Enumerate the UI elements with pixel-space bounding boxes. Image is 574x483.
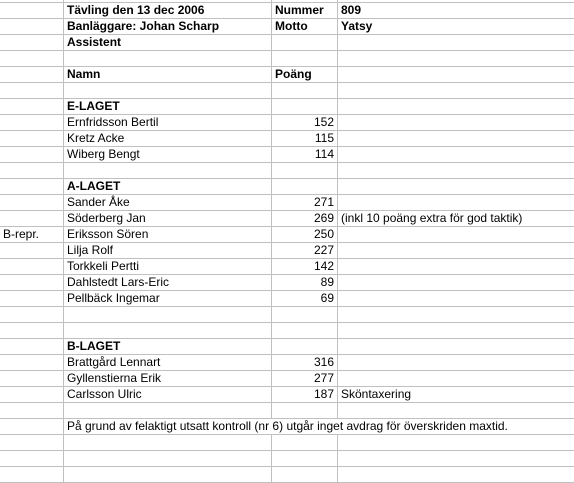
cell-col-b[interactable] — [64, 371, 272, 387]
cell-col-a[interactable] — [0, 355, 64, 371]
cell-col-b[interactable] — [64, 115, 272, 131]
cell-col-a[interactable] — [0, 307, 64, 323]
cell-col-b[interactable] — [64, 419, 508, 435]
cell-col-b[interactable] — [64, 243, 272, 259]
cell-col-a[interactable] — [0, 163, 64, 179]
cell-text: 142 — [313, 259, 334, 273]
sheet-row — [0, 371, 574, 387]
cell-text: (inkl 10 poäng extra för god taktik) — [341, 211, 523, 225]
sheet-row — [0, 211, 574, 227]
cell-col-d[interactable] — [338, 451, 574, 467]
cell-col-b[interactable] — [64, 275, 272, 291]
cell-text: 269 — [313, 211, 334, 225]
cell-text: Carlsson Ulric — [67, 387, 142, 401]
cell-col-b[interactable] — [64, 179, 272, 195]
cell-col-c[interactable] — [272, 67, 338, 83]
cell-col-b[interactable] — [64, 339, 272, 355]
cell-col-c[interactable] — [272, 83, 338, 99]
cell-col-a[interactable] — [0, 83, 64, 99]
cell-text: B-LAGET — [67, 339, 121, 353]
sheet-row — [0, 387, 574, 403]
cell-col-c[interactable] — [272, 211, 338, 227]
cell-text: 277 — [313, 371, 334, 385]
cell-col-d[interactable] — [338, 275, 574, 291]
sheet-row — [0, 19, 574, 35]
cell-col-a[interactable] — [0, 19, 64, 35]
cell-col-b[interactable] — [64, 83, 272, 99]
sheet-row — [0, 323, 574, 339]
cell-text: 809 — [341, 3, 362, 17]
cell-col-c[interactable] — [272, 275, 338, 291]
cell-text: 152 — [313, 115, 334, 129]
cell-col-c[interactable] — [272, 147, 338, 163]
cell-text: Gyllenstierna Erik — [67, 371, 162, 385]
cell-col-d[interactable] — [338, 403, 574, 419]
cell-text: Eriksson Sören — [67, 227, 149, 241]
cell-col-b[interactable] — [64, 227, 272, 243]
cell-col-c[interactable] — [272, 19, 338, 35]
cell-text: Pellbäck Ingemar — [67, 291, 160, 305]
cell-text: Torkkeli Pertti — [67, 259, 140, 273]
cell-col-d[interactable] — [338, 339, 574, 355]
cell-col-d[interactable] — [338, 131, 574, 147]
cell-text: Brattgård Lennart — [67, 355, 161, 369]
cell-col-c[interactable] — [272, 307, 338, 323]
cell-col-c[interactable] — [272, 355, 338, 371]
sheet-row — [0, 99, 574, 115]
cell-text: Söderberg Jan — [67, 211, 146, 225]
cell-col-d[interactable] — [338, 163, 574, 179]
cell-col-a[interactable] — [0, 435, 64, 451]
cell-text: E-LAGET — [67, 99, 120, 113]
sheet-row — [0, 259, 574, 275]
cell-text: Wiberg Bengt — [67, 147, 140, 161]
sheet-row — [0, 467, 574, 483]
cell-col-b[interactable] — [64, 355, 272, 371]
cell-text: 114 — [314, 147, 334, 161]
cell-col-a[interactable] — [0, 371, 64, 387]
cell-col-d[interactable] — [338, 323, 574, 339]
cell-col-c[interactable] — [272, 243, 338, 259]
cell-col-b[interactable] — [64, 307, 272, 323]
cell-col-a[interactable] — [0, 195, 64, 211]
cell-col-b[interactable] — [64, 99, 272, 115]
cell-text: 89 — [320, 275, 334, 289]
cell-col-c[interactable] — [272, 131, 338, 147]
cell-col-b[interactable] — [64, 451, 272, 467]
sheet-row — [0, 3, 574, 19]
cell-col-d[interactable] — [338, 355, 574, 371]
cell-col-c[interactable] — [272, 99, 338, 115]
sheet-row — [0, 131, 574, 147]
cell-col-c[interactable] — [272, 403, 338, 419]
cell-col-a[interactable] — [0, 179, 64, 195]
cell-text: Sander Åke — [67, 195, 130, 209]
cell-col-c[interactable] — [272, 227, 338, 243]
sheet-row — [0, 67, 574, 83]
cell-col-d[interactable] — [338, 115, 574, 131]
cell-col-c[interactable] — [272, 3, 338, 19]
cell-col-b[interactable] — [64, 467, 272, 483]
sheet-row — [0, 355, 574, 371]
sheet-row — [0, 115, 574, 131]
cell-col-d[interactable] — [338, 227, 574, 243]
sheet-row — [0, 51, 574, 67]
cell-col-a[interactable] — [0, 419, 64, 435]
cell-text: Namn — [67, 67, 101, 81]
cell-col-d[interactable] — [338, 3, 574, 19]
cell-col-c[interactable] — [272, 339, 338, 355]
cell-col-a[interactable] — [0, 467, 64, 483]
cell-text: Sköntaxering — [341, 387, 412, 401]
cell-text: 187 — [313, 387, 334, 401]
cell-col-b[interactable] — [64, 51, 272, 67]
cell-col-b[interactable] — [64, 147, 272, 163]
cell-col-b[interactable] — [64, 323, 272, 339]
cell-col-a[interactable] — [0, 131, 64, 147]
sheet-row — [0, 83, 574, 99]
sheet-row — [0, 179, 574, 195]
cell-text: A-LAGET — [67, 179, 121, 193]
cell-text: Kretz Acke — [67, 131, 125, 145]
cell-col-a[interactable] — [0, 259, 64, 275]
cell-col-c[interactable] — [272, 163, 338, 179]
cell-col-b[interactable] — [64, 35, 272, 51]
cell-col-d[interactable] — [338, 147, 574, 163]
cell-col-c[interactable] — [272, 179, 338, 195]
cell-col-d[interactable] — [338, 99, 574, 115]
sheet-row — [0, 243, 574, 259]
cell-col-c[interactable] — [272, 115, 338, 131]
cell-col-d[interactable] — [338, 179, 574, 195]
cell-col-a[interactable] — [0, 51, 64, 67]
cell-col-d[interactable] — [338, 51, 574, 67]
cell-col-b[interactable] — [64, 387, 272, 403]
cell-text: 250 — [313, 227, 334, 241]
sheet-row — [0, 435, 574, 451]
cell-text: Ernfridsson Bertil — [67, 115, 159, 129]
cell-col-a[interactable] — [0, 275, 64, 291]
cell-col-c[interactable] — [272, 323, 338, 339]
cell-col-d[interactable] — [338, 435, 574, 451]
cell-col-d[interactable] — [338, 243, 574, 259]
cell-text: Assistent — [67, 35, 122, 49]
sheet-row — [0, 227, 574, 243]
cell-col-c[interactable] — [272, 387, 338, 403]
cell-col-a[interactable] — [0, 115, 64, 131]
cell-col-d[interactable] — [338, 83, 574, 99]
cell-col-d[interactable] — [338, 467, 574, 483]
cell-col-b[interactable] — [64, 259, 272, 275]
cell-col-c[interactable] — [272, 371, 338, 387]
cell-col-a[interactable] — [0, 227, 64, 243]
cell-col-d[interactable] — [338, 307, 574, 323]
cell-col-c[interactable] — [272, 435, 338, 451]
sheet-row — [0, 195, 574, 211]
cell-col-d[interactable] — [338, 211, 574, 227]
sheet-row — [0, 275, 574, 291]
cell-col-a[interactable] — [0, 99, 64, 115]
cell-col-c[interactable] — [272, 259, 338, 275]
cell-col-a[interactable] — [0, 387, 64, 403]
cell-text: 69 — [320, 291, 334, 305]
sheet-row — [0, 419, 574, 435]
sheet-row — [0, 291, 574, 307]
cell-col-d[interactable] — [338, 291, 574, 307]
cell-text: Nummer — [275, 3, 324, 17]
sheet-row — [0, 451, 574, 467]
cell-text: 227 — [313, 243, 334, 257]
cell-col-c[interactable] — [272, 51, 338, 67]
cell-col-c[interactable] — [272, 467, 338, 483]
cell-text: Motto — [275, 19, 308, 33]
cell-col-a[interactable] — [0, 3, 64, 19]
cell-col-b[interactable] — [64, 291, 272, 307]
cell-col-a[interactable] — [0, 403, 64, 419]
cell-col-b[interactable] — [64, 67, 272, 83]
cell-col-a[interactable] — [0, 323, 64, 339]
sheet-row — [0, 147, 574, 163]
cell-text: På grund av felaktigt utsatt kontroll (nr 6) utgår inget avdrag för överskriden maxtid. — [67, 419, 508, 433]
cell-col-b[interactable] — [64, 3, 272, 19]
sheet-row — [0, 163, 574, 179]
cell-col-a[interactable] — [0, 291, 64, 307]
cell-text: B-repr. — [3, 227, 40, 241]
cell-col-a[interactable] — [0, 147, 64, 163]
cell-col-c[interactable] — [272, 291, 338, 307]
cell-col-a[interactable] — [0, 67, 64, 83]
cell-col-b[interactable] — [64, 19, 272, 35]
cell-text: Banläggare: Johan Scharp — [67, 19, 220, 33]
sheet-row — [0, 307, 574, 323]
cell-col-c[interactable] — [272, 35, 338, 51]
cell-col-d[interactable] — [338, 371, 574, 387]
cell-col-c[interactable] — [272, 195, 338, 211]
cell-text: Yatsy — [341, 19, 373, 33]
cell-col-d[interactable] — [338, 35, 574, 51]
cell-col-b[interactable] — [64, 131, 272, 147]
cell-col-b[interactable] — [64, 195, 272, 211]
cell-col-b[interactable] — [64, 211, 272, 227]
cell-text: Poäng — [275, 67, 312, 81]
cell-col-d[interactable] — [338, 67, 574, 83]
cell-text: Tävling den 13 dec 2006 — [67, 3, 205, 17]
cell-col-a[interactable] — [0, 211, 64, 227]
cell-col-d[interactable] — [338, 195, 574, 211]
cell-col-a[interactable] — [0, 339, 64, 355]
cell-text: 271 — [313, 195, 334, 209]
cell-col-b[interactable] — [64, 163, 272, 179]
cell-col-d[interactable] — [338, 259, 574, 275]
cell-col-c[interactable] — [272, 451, 338, 467]
cell-col-a[interactable] — [0, 35, 64, 51]
sheet-row — [0, 403, 574, 419]
cell-col-d[interactable] — [338, 19, 574, 35]
cell-col-b[interactable] — [64, 403, 272, 419]
cell-col-b[interactable] — [64, 435, 272, 451]
cell-col-a[interactable] — [0, 243, 64, 259]
cell-text: Lilja Rolf — [67, 243, 114, 257]
sheet-row — [0, 339, 574, 355]
cell-text: 115 — [314, 131, 334, 145]
cell-text: 316 — [313, 355, 334, 369]
cell-col-a[interactable] — [0, 451, 64, 467]
cell-text: Dahlstedt Lars-Eric — [67, 275, 170, 289]
sheet-row — [0, 35, 574, 51]
cell-col-d[interactable] — [338, 387, 574, 403]
